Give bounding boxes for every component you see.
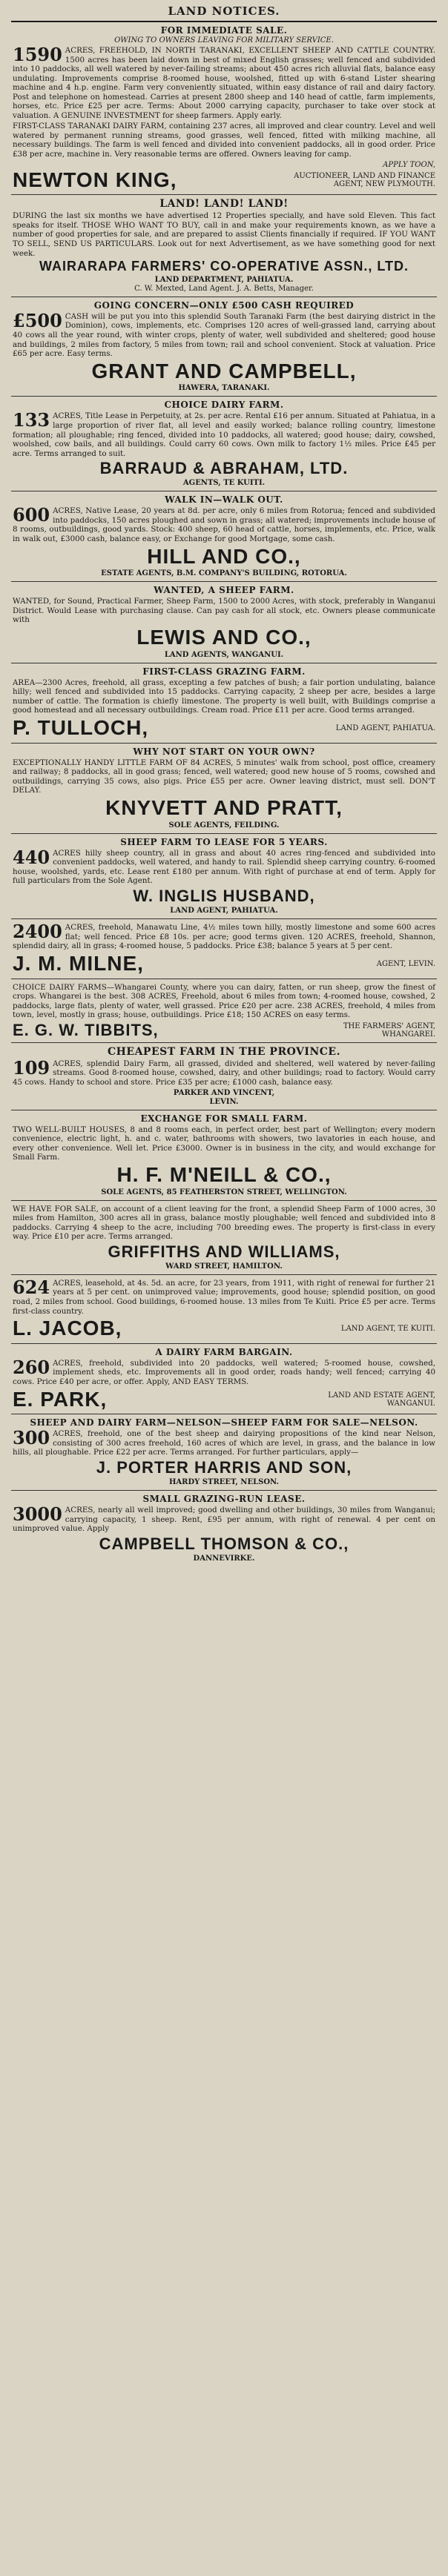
ad-heading: CHEAPEST FARM IN THE PROVINCE. <box>108 1045 340 1058</box>
firm-role: LAND AGENT, PAHIATUA. <box>335 724 435 732</box>
advert-inglis-husband <box>11 834 437 919</box>
ad-heading: SHEEP FARM TO LEASE FOR 5 YEARS. <box>120 836 328 847</box>
advert-hill-co <box>11 491 437 582</box>
ad-body: DURING the last six months we have advertised 12 Properties specially, and have sold Eleven. This fact speaks for itself. THOSE WHO WANT TO BUY, call in and make your requirements known, as we have a number of good properties for sale, and are prepared to assist Clients financially if required. IF YOU WANT TO SELL, SEND US PARTICULARS. Look out for next Advertisement, as we have something good for next week. <box>13 211 435 258</box>
ad-heading: SHEEP AND DAIRY FARM—NELSON—SHEEP FARM FOR SALE—NELSON. <box>30 1417 418 1428</box>
price-figure: £500 <box>13 309 62 331</box>
ad-body: AREA—2300 Acres, freehold, all grass, excepting a few patches of bush; a fair portion undulating, balance hilly; well fenced and subdivided into 15 paddocks. Carrying capacity, 2 sheep per acre, besides a large number of cattle. The formation is chiefly limestone. The property is well built, with Buildings comprise a good homestead and all necessary outbuildings. Cream road. Price £11 per acre. Good terms arranged. <box>13 678 435 715</box>
firm-agents: C. W. Mexted, Land Agent. J. A. Betts, Manager. <box>134 284 314 293</box>
ad-body: EXCEPTIONALLY HANDY LITTLE FARM OF 84 ACRES, 5 minutes' walk from school, post office, creamery and railway; 8 paddocks, all in good grass; fenced, well watered; good new house of 5 rooms, cowshed and outbuildings, carrying 35 cows, also pigs. Price £55 per acre. Owner leaving district, must sell. DON'T DELAY. <box>13 758 435 795</box>
firm-role: LEVIN. <box>209 1097 239 1106</box>
firm-role: DANNEVIRKE. <box>193 1554 255 1563</box>
ad-text: ACRES, freehold, one of the best sheep and dairying propositions of the kind near Nelson, consisting of 300 acres freehold, 160 acres of which are level, in grass, and the balance in low hills, all ploughable. Price £22 per acre. Terms arranged. For further particulars, apply— <box>13 1429 435 1457</box>
firm-name: E. PARK, <box>13 1387 108 1411</box>
advert-porter-harris <box>11 1414 437 1491</box>
firm-name: GRIFFITHS AND WILLIAMS, <box>108 1242 340 1261</box>
ad-text: ACRES, freehold, subdivided into 20 paddocks, well watered; 5-roomed house, cowshed, implement sheds, etc. Improvements all in good order, roads handy; well fenced; carrying 40 cows. Price £40 per acre, or offer. Apply, AND EASY TERMS. <box>13 1358 435 1386</box>
ad-heading: WHY NOT START ON YOUR OWN? <box>133 746 315 757</box>
ad-text: ACRES, freehold, Manawatu Line, 4½ miles town hilly, mostly limestone and some 600 acres flat; well fenced. Price £8 10s. per acre; good terms given. 120 ACRES, freehold, Shannon, splendid dairy, all in grass; 4-roomed house, 5 paddocks. Price £38; balance 5 years at 5 per cent. <box>13 923 435 951</box>
ad-heading: FIRST-CLASS GRAZING FARM. <box>142 666 306 677</box>
advert-campbell-thomson <box>11 1491 437 1566</box>
firm-name: WAIRARAPA FARMERS' CO-OPERATIVE ASSN., LTD. <box>39 259 409 274</box>
ad-body <box>13 411 435 458</box>
firm-name: P. TULLOCH, <box>13 715 149 739</box>
acreage-figure: 600 <box>13 504 50 526</box>
firm-name: GRANT AND CAMPBELL, <box>91 359 357 383</box>
firm-name: J. PORTER HARRIS AND SON, <box>96 1457 352 1477</box>
ad-text: ACRES, splendid Dairy Farm, all grassed, divided and sheltered, well watered by never-failing streams. Good 8-roomed house, cowshed, dairy, and other buildings; road to factory. Would carry 45 cows. Handy to school and store. Price £35 per acre; £1000 cash, balance easy. <box>13 1059 435 1087</box>
ad-body: WANTED, for Sound, Practical Farmer, Sheep Farm, 1500 to 2000 Acres, with stock, preferably in Wanganui District. Would Lease with purchasing clause. Can pay cash for all stock, etc. Owners please communicate with <box>13 597 435 625</box>
firm-role: THE FARMERS' AGENT, WHANGAREI. <box>343 1022 435 1039</box>
ad-heading: WALK IN—WALK OUT. <box>165 494 283 506</box>
ad-heading: FOR IMMEDIATE SALE. <box>160 25 288 36</box>
ad-body: TWO WELL-BUILT HOUSES, 8 and 8 rooms each, in perfect order, best part of Wellington; every modern convenience, electric light, h. and c. water, bathrooms with showers, two lavatories in each house, and every other convenience. Well let. Price £3000. Owner is in business in the city, and would exchange for Small Farm. <box>13 1125 435 1162</box>
firm-role: AGENTS, TE KUITI. <box>182 479 266 488</box>
ad-body <box>13 1503 435 1534</box>
firm-name: KNYVETT AND PRATT, <box>105 795 343 819</box>
ad-heading: EXCHANGE FOR SMALL FARM. <box>140 1113 308 1124</box>
ad-text: ACRES, leasehold, at 4s. 5d. an acre, for 23 years, from 1911, with right of renewal for further 21 years at 5 per cent. on unimproved value; improvements, good house; splendid position, on good road, 2 miles from school. Good buildings, 6-roomed house. 13 miles from Te Kuiti. Price £5 per acre. Terms first-class country. <box>13 1278 435 1316</box>
firm-name: L. JACOB, <box>13 1317 122 1340</box>
acreage-figure: 300 <box>13 1427 50 1449</box>
advert-jacob <box>11 1275 437 1344</box>
firm-role: WARD STREET, HAMILTON. <box>165 1262 283 1271</box>
firm-role: LAND AGENTS, WANGANUI. <box>164 650 284 659</box>
firm-name: H. F. M'NEILL & CO., <box>116 1162 332 1186</box>
firm-role: LAND AGENT, TE KUITI. <box>340 1325 435 1333</box>
ad-body: CHOICE DAIRY FARMS—Whangarei County, where you can dairy, fatten, or run sheep, grow the finest of crops. Whangarei is the best. 308 ACRES, Freehold, about 6 miles from town; 4-roomed house, cowshed, 2 paddocks, large flats, plenty of water, well grassed. Price £20 per acre. 238 ACRES, freehold, 4 miles from town, level, mostly in grass; house, outbuildings. Price £18; 150 ACRES on easy terms. <box>13 982 435 1020</box>
ad-text: ACRES hilly sheep country, all in grass and about 40 acres ring-fenced and subdivided into convenient paddocks, well watered, and handy to rail. Splendid sheep carrying country. 6-roomed house, woolshed, yards, etc. Lease rent £180 per annum. With right of purchase at end of term. Apply for full particulars from the Sole Agent. <box>13 848 435 886</box>
firm-name: HILL AND CO., <box>147 544 301 568</box>
firm-role: LAND AGENT, PAHIATUA. <box>170 907 278 915</box>
advert-grant-campbell <box>11 297 437 397</box>
ad-heading: A DAIRY FARM BARGAIN. <box>155 1346 293 1357</box>
advert-park <box>11 1344 437 1414</box>
advert-tibbits <box>11 979 437 1043</box>
ad-heading: SMALL GRAZING-RUN LEASE. <box>142 1494 306 1505</box>
firm-role: SOLE AGENTS, FEILDING. <box>168 821 280 830</box>
firm-role: HARDY STREET, NELSON. <box>168 1478 280 1487</box>
ad-body <box>13 1056 435 1087</box>
ad-heading: CHOICE DAIRY FARM. <box>164 400 284 411</box>
ad-subheading: OWING TO OWNERS LEAVING FOR MILITARY SERVICE. <box>114 36 334 44</box>
acreage-figure: 2400 <box>13 921 62 943</box>
advert-wairarapa-farmers <box>11 195 437 297</box>
ad-body <box>13 1356 435 1387</box>
ad-text: ACRES, Native Lease, 20 years at 8d. per acre, only 6 miles from Rotorua; fenced and subdivided into paddocks, 150 acres ploughed and sown in grass; all watered; improvements include house of 8 rooms, outbuildings, good yards. Stock: 400 sheep, 60 head of cattle, horses, implements, etc. Price, walk in walk out, £3000 cash, balance easy, or Exchange for good Mortgage, some cash. <box>13 506 435 543</box>
ad-heading: WANTED, A SHEEP FARM. <box>154 585 294 596</box>
ad-text: CASH will be put you into this splendid South Taranaki Farm (the best dairying district in the Dominion), cows, implements, etc. Comprises 120 acres of well-grassed land, carrying about 40 cows all the year round, with winter crops, plenty of water, well subdivided and sheltered; good house and buildings, 2 miles from factory, 5 miles from town; rail and school convenient. Stock at valuation. Price £65 per acre. Easy terms. <box>13 311 435 359</box>
ad-apply: APPLY TOON, <box>383 160 435 169</box>
advert-parker-vincent <box>11 1043 437 1110</box>
firm-name: BARRAUD & ABRAHAM, LTD. <box>99 459 349 478</box>
acreage-figure: 624 <box>13 1276 50 1298</box>
firm-role: SOLE AGENTS, 85 FEATHERSTON STREET, WELLINGTON. <box>101 1188 347 1196</box>
firm-role: LAND AND ESTATE AGENT, WANGANUI. <box>328 1391 435 1408</box>
ad-text: ACRES, FREEHOLD, IN NORTH TARANAKI, EXCELLENT SHEEP AND CATTLE COUNTRY. 1500 acres has been laid down in best of mixed English grasses; well fenced and subdivided into 10 paddocks, all well watered by never-failing streams; about 450 acres rich alluvial flats, balance easy undulating. Improvements comprise 8-roomed house, woolshed, fitted up with 6-stand Lister shearing machine and 4 h.p. engine. Farm very conveniently situated, within easy distance of rail and dairy factory. Post and telephone on homestead. Carries at present 2800 sheep and 140 head of cattle, farm implements, horses, etc. Price £25 per acre. Terms: About 2000 carrying capacity, purchaser to take over stock at valuation. A GENUINE INVESTMENT for sheep farmers. Apply early. <box>13 46 435 120</box>
advert-newton-king <box>11 22 437 195</box>
firm-name: LEWIS AND CO., <box>136 625 312 649</box>
firm-name: NEWTON KING, <box>13 168 177 191</box>
acreage-figure: 260 <box>13 1356 50 1378</box>
firm-role: ESTATE AGENTS, B.M. COMPANY'S BUILDING, ROTORUA. <box>101 569 347 578</box>
ad-text: ACRES, Title Lease in Perpetuity, at 2s. per acre. Rental £16 per annum. Situated at Pahiatua, in a large proportion of river flat, all level and easily worked; balance rolling country, limestone formation; all ploughable; ring fenced, divided into 10 paddocks, all watered; good house; dairy, cowshed, woolshed, cow bails, and all buildings. Could carry 60 cows. Own milk to factory 1½ miles. Price £45 per acre. Terms arranged to suit. <box>13 411 435 458</box>
land-notices-page <box>11 0 437 1569</box>
advert-knyvett-pratt <box>11 744 437 834</box>
advert-lewis-co <box>11 582 437 663</box>
advert-milne <box>11 919 437 979</box>
ad-body-secondary: FIRST-CLASS TARANAKI DAIRY FARM, containing 237 acres, all improved and clear country. Level and well watered by permanent running streams, good grasses, well fenced, fitted with milking machine, all necessary buildings. The farm is well fenced and divided into convenient paddocks, all in good order. Price £38 per acre, machine in. Very reasonable terms are offered. Owners leaving for camp. <box>13 122 435 159</box>
acreage-figure: 3000 <box>13 1503 62 1526</box>
ad-body <box>13 923 435 951</box>
firm-name: W. INGLIS HUSBAND, <box>133 886 315 905</box>
ad-heading: LAND! LAND! LAND! <box>159 198 289 211</box>
ad-body <box>13 1276 435 1316</box>
firm-name: CAMPBELL THOMSON & CO., <box>99 1534 349 1553</box>
advert-tulloch <box>11 663 437 744</box>
acreage-figure: 133 <box>13 409 50 431</box>
advert-barraud-abraham <box>11 397 437 491</box>
page-title: LAND NOTICES. <box>11 3 437 22</box>
firm-role: AGENT, LEVIN. <box>376 959 435 968</box>
ad-body <box>13 846 435 886</box>
firm-name: E. G. W. TIBBITS, <box>13 1020 159 1039</box>
firm-role: AUCTIONEER, LAND AND FINANCE AGENT, NEW PLYMOUTH. <box>294 171 435 188</box>
advert-mneill <box>11 1110 437 1201</box>
firm-name: PARKER AND VINCENT, <box>173 1088 275 1097</box>
acreage-figure: 440 <box>13 846 50 868</box>
acreage-figure: 1590 <box>13 44 62 65</box>
ad-body <box>13 506 435 543</box>
ad-body <box>13 1429 435 1457</box>
advert-griffiths-williams <box>11 1201 437 1275</box>
ad-body <box>13 309 435 359</box>
ad-text: ACRES, nearly all well improved; good dwelling and other buildings, 30 miles from Wanganui; carrying capacity, 1 sheep. Rent, £95 per annum, with right of renewal. 4 per cent on unimproved value. Apply <box>13 1506 435 1534</box>
firm-role: LAND DEPARTMENT, PAHIATUA. <box>154 275 294 284</box>
acreage-figure: 109 <box>13 1056 50 1079</box>
firm-name: J. M. MILNE, <box>13 951 144 975</box>
ad-heading: GOING CONCERN—ONLY £500 CASH REQUIRED <box>93 299 355 311</box>
ad-body <box>13 46 435 120</box>
firm-role: HAWERA, TARANAKI. <box>178 384 270 393</box>
ad-body: WE HAVE FOR SALE, on account of a client leaving for the front, a splendid Sheep Farm of 1000 acres, 30 miles from Hamilton, 300 acres all in grass, balance mostly ploughable; well fenced and subdivided into 8 paddocks. Carrying 4 sheep to the acre, including 700 breeding ewes. The property is first-class in every way. Price £10 per acre. Terms arranged. <box>13 1204 435 1242</box>
